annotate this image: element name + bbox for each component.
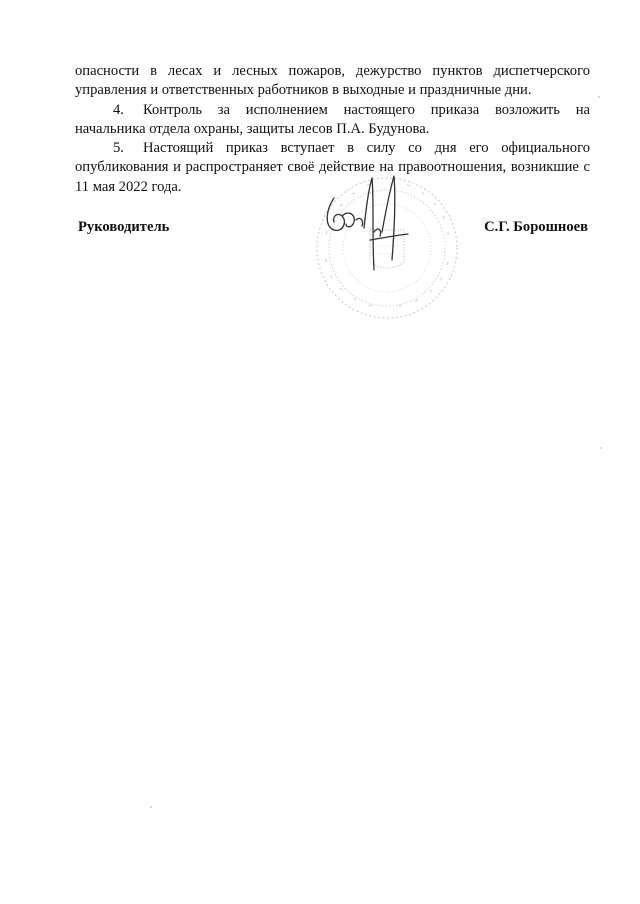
scan-speck	[150, 806, 152, 808]
paragraph-text: опасности в лесах и лесных пожаров, дежурство пунктов диспетчерского управления и ответственных работников в выходные и праздничные дни.	[75, 63, 590, 99]
scan-speck	[598, 96, 600, 98]
signatory-name: С.Г. Борошноев	[484, 219, 588, 235]
paragraph-continuation	[75, 62, 590, 101]
scan-speck	[600, 447, 602, 449]
paragraph-item-4	[75, 101, 590, 140]
paragraph-number: 5.	[113, 140, 124, 157]
signature-block	[78, 219, 588, 241]
paragraph-text: Настоящий приказ вступает в силу со дня его официального опубликования и распространяет своё действие на правоотношения, возникшие с 11 мая 2022 года.	[75, 140, 590, 195]
signatory-position: Руководитель	[78, 219, 170, 235]
paragraph-text: Контроль за исполнением настоящего приказа возложить на начальника отдела охраны, защиты лесов П.А. Будунова.	[75, 101, 590, 137]
paragraph-number: 4.	[113, 101, 124, 118]
official-seal-icon	[312, 170, 462, 322]
